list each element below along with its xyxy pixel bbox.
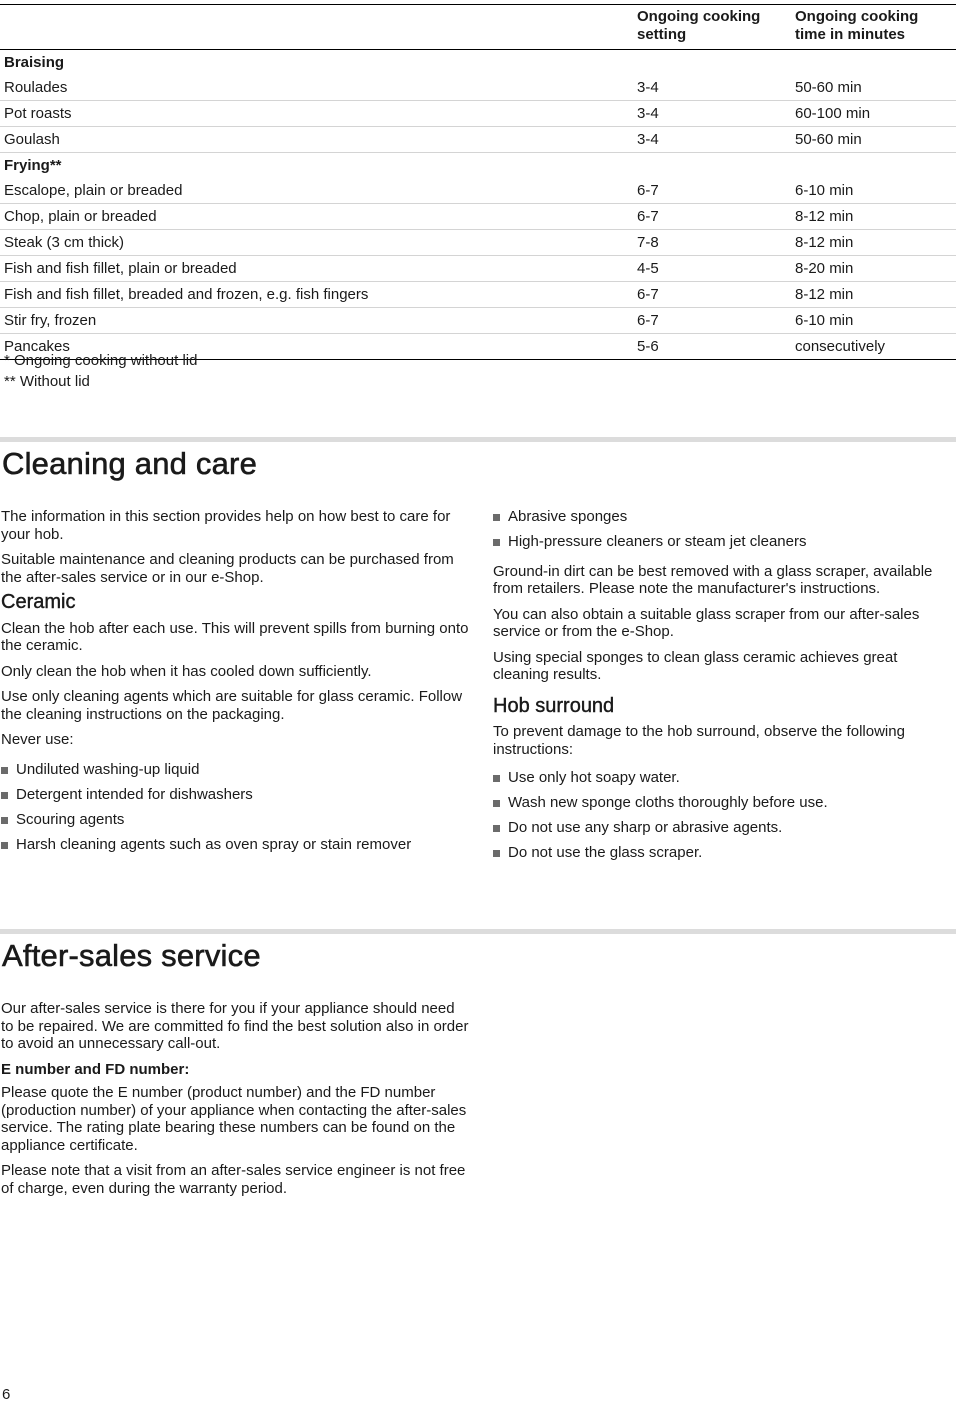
- table-row: [0, 230, 956, 256]
- table-row: [0, 282, 956, 308]
- never-use-list: [1, 761, 471, 854]
- dish-cell: Steak (3 cm thick): [0, 230, 633, 256]
- table-row: [0, 127, 956, 153]
- table-group-row: [0, 153, 956, 179]
- setting-cell: 6-7: [633, 308, 791, 334]
- dish-cell: Escalope, plain or breaded: [0, 178, 633, 204]
- dish-cell: Roulades: [0, 75, 633, 101]
- setting-cell: 6-7: [633, 178, 791, 204]
- setting-cell: 3-4: [633, 75, 791, 101]
- list-item: Abrasive sponges: [493, 508, 955, 526]
- square-bullet-icon: [493, 539, 500, 546]
- square-bullet-icon: [493, 775, 500, 782]
- square-bullet-icon: [1, 767, 8, 774]
- dish-cell: Pot roasts: [0, 101, 633, 127]
- paragraph: Using special sponges to clean glass ceramic achieves great cleaning results.: [493, 648, 898, 683]
- list-item: High-pressure cleaners or steam jet cleaners: [493, 533, 955, 551]
- section-divider: [0, 929, 956, 934]
- time-cell: consecutively: [791, 334, 956, 360]
- dish-cell: Goulash: [0, 127, 633, 153]
- hob-surround-list: [493, 769, 955, 862]
- never-use-list-continued: [493, 508, 955, 551]
- square-bullet-icon: [493, 514, 500, 521]
- paragraph: Use only cleaning agents which are suitable for glass ceramic. Follow the cleaning instructions on the packaging.: [1, 688, 463, 723]
- setting-cell: 6-7: [633, 282, 791, 308]
- table-row: [0, 178, 956, 204]
- table-row: [0, 256, 956, 282]
- setting-cell: 6-7: [633, 204, 791, 230]
- list-item: Do not use the glass scraper.: [493, 844, 955, 862]
- square-bullet-icon: [1, 842, 8, 849]
- dish-cell: Frying**: [4, 157, 62, 174]
- setting-cell: [633, 153, 791, 179]
- header-time: Ongoing cooking time in minutes: [791, 5, 956, 50]
- dish-cell: Braising: [4, 54, 65, 71]
- time-cell: [791, 50, 956, 76]
- setting-cell: [633, 50, 791, 76]
- dish-cell: Fish and fish fillet, breaded and frozen, e.g. fish fingers: [0, 282, 633, 308]
- table-row: [0, 204, 956, 230]
- time-cell: 8-12 min: [791, 204, 956, 230]
- footnote: ** Without lid: [4, 373, 90, 390]
- paragraph: Our after-sales service is there for you if your appliance should need to be repaired. We are committed fo find the best solution also in order to avoid an unnecessary call-out.: [1, 1000, 469, 1052]
- header-setting: Ongoing cooking setting: [633, 5, 791, 50]
- setting-cell: 4-5: [633, 256, 791, 282]
- page-number: 6: [2, 1386, 11, 1403]
- header-dish: [0, 5, 633, 50]
- list-item: Do not use any sharp or abrasive agents.: [493, 819, 955, 837]
- time-cell: 50-60 min: [791, 75, 956, 101]
- setting-cell: 5-6: [633, 334, 791, 360]
- cleaning-right-column: [493, 508, 955, 869]
- time-cell: 60-100 min: [791, 101, 956, 127]
- footnote: * Ongoing cooking without lid: [4, 352, 198, 369]
- after-sales-column: [1, 1000, 471, 1205]
- list-item: Scouring agents: [1, 811, 471, 829]
- square-bullet-icon: [493, 825, 500, 832]
- table-row: [0, 101, 956, 127]
- list-item: Wash new sponge cloths thoroughly before use.: [493, 794, 955, 812]
- time-cell: 8-20 min: [791, 256, 956, 282]
- table-group-row: [0, 50, 956, 76]
- time-cell: 6-10 min: [791, 178, 956, 204]
- paragraph: Suitable maintenance and cleaning products can be purchased from the after-sales service or in our e-Shop.: [1, 551, 454, 586]
- setting-cell: 3-4: [633, 127, 791, 153]
- paragraph: To prevent damage to the hob surround, observe the following instructions:: [493, 723, 905, 758]
- setting-cell: 3-4: [633, 101, 791, 127]
- square-bullet-icon: [493, 850, 500, 857]
- list-item: Harsh cleaning agents such as oven spray or stain remover: [1, 836, 471, 854]
- subsection-title-ceramic: Ceramic: [1, 591, 76, 613]
- table-footnotes: [4, 350, 197, 392]
- subheading-e-number: E number and FD number:: [1, 1060, 190, 1078]
- list-item: Use only hot soapy water.: [493, 769, 955, 787]
- time-cell: 8-12 min: [791, 282, 956, 308]
- paragraph: Please quote the E number (product number) and the FD number (production number) of your appliance when contacting the after-sales service. The rating plate bearing these numbers can be found on the appliance certificate.: [1, 1084, 467, 1154]
- paragraph: You can also obtain a suitable glass scraper from our after-sales service or from the e-Shop.: [493, 605, 920, 640]
- section-title-after-sales: After-sales service: [2, 938, 261, 973]
- paragraph: Clean the hob after each use. This will prevent spills from burning onto the ceramic.: [1, 619, 469, 654]
- table-row: [0, 75, 956, 101]
- time-cell: 8-12 min: [791, 230, 956, 256]
- paragraph: Please note that a visit from an after-sales service engineer is not free of charge, even during the warranty period.: [1, 1162, 466, 1197]
- paragraph: Only clean the hob when it has cooled down sufficiently.: [1, 662, 372, 680]
- section-divider: [0, 437, 956, 442]
- time-cell: 6-10 min: [791, 308, 956, 334]
- subsection-title-hob-surround: Hob surround: [493, 694, 615, 717]
- table-header-row: [0, 5, 956, 50]
- list-item: Detergent intended for dishwashers: [1, 786, 471, 804]
- time-cell: [791, 153, 956, 179]
- dish-cell: Stir fry, frozen: [0, 308, 633, 334]
- paragraph: Never use:: [1, 731, 74, 748]
- cleaning-left-column: [1, 508, 471, 861]
- dish-cell: Chop, plain or breaded: [0, 204, 633, 230]
- square-bullet-icon: [1, 792, 8, 799]
- dish-cell: Pancakes: [0, 334, 633, 360]
- time-cell: 50-60 min: [791, 127, 956, 153]
- table-row: [0, 308, 956, 334]
- cooking-table: [0, 4, 956, 360]
- paragraph: Ground-in dirt can be best removed with a glass scraper, available from retailers. Please note the manufacturer's instructions.: [493, 562, 933, 597]
- square-bullet-icon: [493, 800, 500, 807]
- list-item: Undiluted washing-up liquid: [1, 761, 471, 779]
- square-bullet-icon: [1, 817, 8, 824]
- dish-cell: Fish and fish fillet, plain or breaded: [0, 256, 633, 282]
- setting-cell: 7-8: [633, 230, 791, 256]
- section-title-cleaning: Cleaning and care: [2, 446, 258, 481]
- paragraph: The information in this section provides help on how best to care for your hob.: [1, 508, 451, 543]
